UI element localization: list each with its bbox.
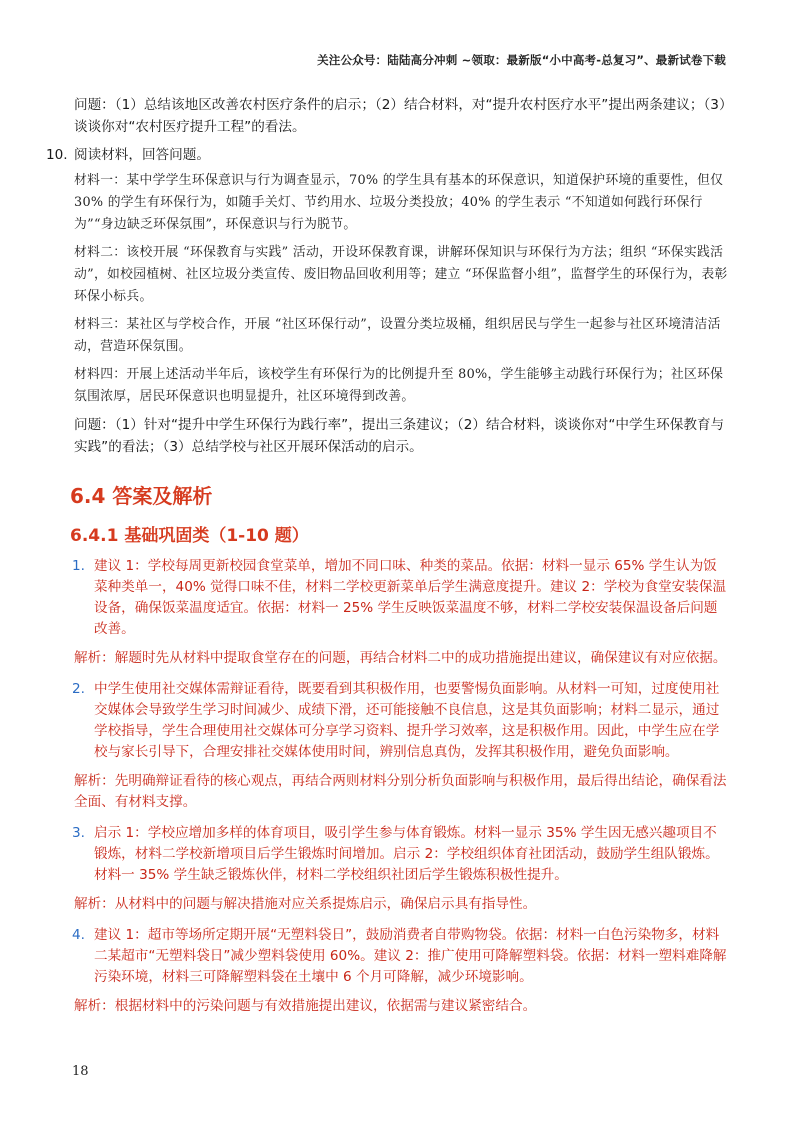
answer-number: 3. (72, 825, 85, 841)
answer-analysis: 解析：根据材料中的污染问题与有效措施提出建议，依据需与建议紧密结合。 (74, 998, 537, 1014)
answer-item (56, 925, 728, 988)
page-number: 18 (72, 1064, 89, 1079)
answer-item (56, 556, 728, 640)
question-10-prompt: 问题：（1）针对“提升中学生环保行为践行率”，提出三条建议；（2）结合材料，谈谈你对“中学生环保教育与实践”的看法；（3）总结学校与社区开展环保活动的启示。 (74, 417, 725, 455)
answer-analysis: 解析：先明确辩证看待的核心观点，再结合两则材料分别分析负面影响与积极作用，最后得出结论，确保看法全面、有材料支撑。 (74, 773, 727, 810)
question-9-prompt: 问题：（1）总结该地区改善农村医疗条件的启示；（2）结合材料，对“提升农村医疗水平”提出两条建议；（3）谈谈你对“农村医疗提升工程”的看法。 (74, 97, 726, 135)
answer-analysis: 解析：从材料中的问题与解决措施对应关系提炼启示，确保启示具有指导性。 (74, 896, 537, 912)
material-4: 材料四：开展上述活动半年后，该校学生有环保行为的比例提升至 80%，学生能够主动践行环保行为；社区环保氛围浓厚，居民环保意识也明显提升，社区环境得到改善。 (74, 367, 724, 404)
material-2: 材料二：该校开展 “环保教育与实践” 活动，开设环保教育课，讲解环保知识与环保行为方法；组织 “环保实践活动”，如校园植树、社区垃圾分类宣传、废旧物品回收利用等；建立 “环保监督小组”，监督学生的环保行为，表彰环保小标兵。 (74, 245, 728, 304)
material-1: 材料一：某中学学生环保意识与行为调查显示，70% 的学生具有基本的环保意识，知道保护环境的重要性，但仅 30% 的学生有环保行为，如随手关灯、节约用水、垃圾分类投放；40% 的学生表示 “不知道如何践行环保行为”“身边缺乏环保氛围”，环保意识与行为脱节。 (74, 173, 724, 232)
answer-text: 建议 1：学校每周更新校园食堂菜单，增加不同口味、种类的菜品。依据：材料一显示 65% 学生认为饭菜种类单一，40% 觉得口味不佳，材料二学校更新菜单后学生满意度提升。建议 2：学校为食堂安装保温设备，确保饭菜温度适宜。依据：材料一 25% 学生反映饭菜温度不够，材料二学校安装保温设备后问题改善。 (94, 558, 727, 637)
material-3: 材料三：某社区与学校合作，开展 “社区环保行动”，设置分类垃圾桶，组织居民与学生一起参与社区环境清洁活动，营造环保氛围。 (74, 317, 721, 354)
answer-number: 1. (72, 558, 85, 574)
answer-item (56, 679, 728, 763)
section-subtitle: 6.4.1 基础巩固类（1-10 题） (70, 526, 309, 546)
answer-number: 4. (72, 927, 85, 943)
answer-text: 启示 1：学校应增加多样的体育项目，吸引学生参与体育锻炼。材料一显示 35% 学生因无感兴趣项目不锻炼，材料二学校新增项目后学生锻炼时间增加。启示 2：学校组织体育社团活动，鼓励学生组队锻炼。材料一 35% 学生缺乏锻炼伙伴，材料二学校组织社团后学生锻炼积极性提升。 (94, 825, 719, 883)
answer-number: 2. (72, 681, 85, 697)
page-content (46, 94, 728, 1027)
answer-item (56, 823, 728, 886)
answer-analysis: 解析：解题时先从材料中提取食堂存在的问题，再结合材料二中的成功措施提出建议，确保建议有对应依据。 (74, 650, 727, 666)
answer-text: 建议 1：超市等场所定期开展“无塑料袋日”，鼓励消费者自带购物袋。依据：材料一白色污染物多，材料二某超市“无塑料袋日”减少塑料袋使用 60%。建议 2：推广使用可降解塑料袋。依据：材料一塑料难降解污染环境，材料三可降解塑料袋在土壤中 6 个月可降解，减少环境影响。 (94, 927, 727, 985)
section-title: 6.4 答案及解析 (70, 484, 213, 508)
page-header: 关注公众号：陆陆高分冲刺 ~领取：最新版“小中高考-总复习”、最新试卷下载 (317, 53, 726, 67)
question-number: 10. (46, 147, 68, 163)
question-10 (46, 144, 728, 166)
answer-text: 中学生使用社交媒体需辩证看待，既要看到其积极作用，也要警惕负面影响。从材料一可知，过度使用社交媒体会导致学生学习时间减少、成绩下滑，还可能接触不良信息，这是其负面影响；材料二显示，通过学校指导，学生合理使用社交媒体可分享学习资料、提升学习效率，这是积极作用。因此，中学生应在学校与家长引导下，合理安排社交媒体使用时间，辨别信息真伪，发挥其积极作用，避免负面影响。 (94, 681, 720, 760)
question-title: 阅读材料，回答问题。 (74, 147, 210, 163)
